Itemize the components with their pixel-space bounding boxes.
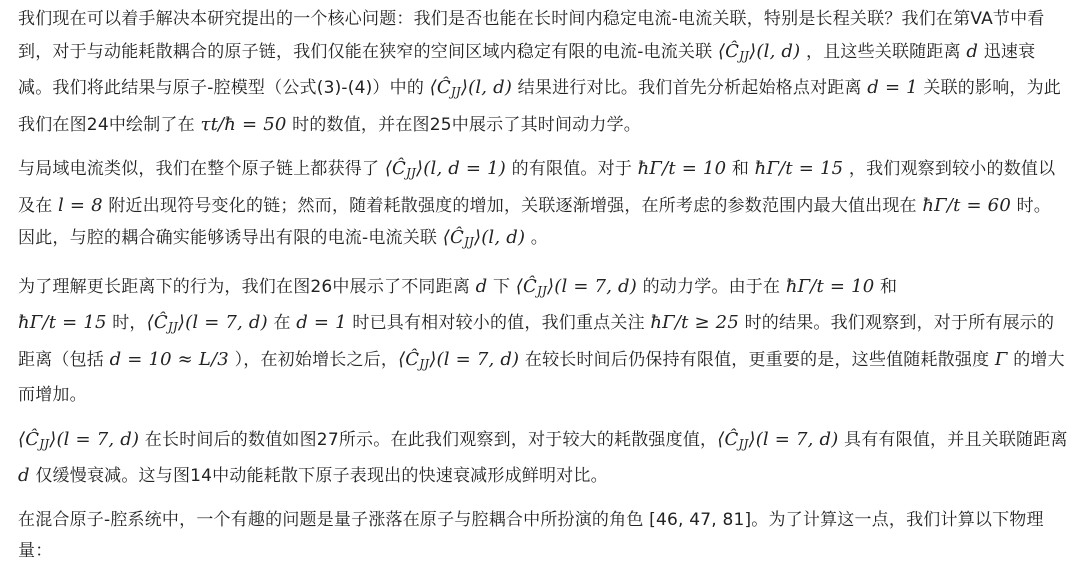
text-run: 与局域电流类似，我们在整个原子链上都获得了 [18,159,385,179]
text-run: 仅缓慢衰减。这与图14中动能耗散下原子表现出的快速衰减形成鲜明对比。 [29,466,608,486]
text-run: 为了理解更长距离下的行为，我们在图26中展示了不同距离 [18,276,476,297]
text-run: 。 [525,228,548,248]
document-body [18,0,1068,580]
math-subscript: JJ [738,436,749,451]
text-run: 具有有限值，并且关联随距离 [838,429,1068,450]
math-expression: Γ [994,348,1008,370]
text-run: 在混合原子-腔系统中，一个有趣的问题是量子涨落在原子与腔耦合中所扮演的角色 [46, 47, 81]。为了计算这一点，我们计算以下物理量： [18,509,1044,561]
math-subscript: JJ [739,48,750,63]
math-subscript: JJ [406,166,417,180]
math-expression: ħΓ/t = 10 [785,275,875,297]
math-expression: d = 10 ≈ L/3 [109,348,229,370]
math-subscript: JJ [39,436,50,451]
math-subscript: JJ [167,320,178,334]
text-run: 附近出现符号变化的链；然而，随着耗散强度的增加，关联逐渐增强，在所考虑的参数范围内最大值出现在 [102,195,923,216]
math-subscript: JJ [419,356,430,371]
text-run: 关联的影响，为此我们在图24中绘制了在 [18,78,1062,135]
text-run: 的增大而增加。 [18,349,1065,405]
math-expression: $⟨Ĉ_{JJ}⟩(l = 7$, d) [398,348,520,371]
math-expression: τt/ħ = 50 [200,113,287,135]
math-expression: $⟨Ĉ_{JJ}⟩(l$, d) [717,40,801,63]
text-run: 时的数值，并在图25中展示了其时间动力学。 [286,114,641,135]
text-run: 时已具有相对较小的值，我们重点关注 [346,313,651,333]
math-expression: d [475,275,488,297]
text-run: 时。因此，与腔的耦合确实能够诱导出有限的电流-电流关联 [18,195,1051,248]
text-run: 和 [874,276,898,297]
paragraph-4 [18,424,1068,493]
math-expression: ħΓ/t = 10 [637,158,727,179]
text-run: 时， [106,313,147,333]
math-subscript: JJ [450,85,461,99]
paragraph-2 [18,153,1068,259]
math-expression: ħΓ/t = 15 [18,312,107,333]
paragraph-3 [18,271,1068,412]
paragraph-5 [18,505,1068,568]
text-run: 的动力学。由于在 [637,276,786,297]
math-expression: $⟨Ĉ_{JJ}⟩(l = 7$, d) [146,312,268,334]
math-expression: $⟨Ĉ_{JJ}⟩(l$, d) [442,227,526,249]
paragraph-1 [18,4,1068,141]
text-run: ，我们观察到较小的数值以及在 [18,159,1056,216]
math-expression: ħΓ/t = 15 [754,158,844,179]
text-run: 的有限值。对于 [506,159,638,179]
text-run: 下 [487,276,516,297]
math-expression: d [966,40,979,62]
text-run: 在 [267,313,297,333]
text-run: 时的结果。我们观察到，对于所有展示的距离（包括 [18,313,1055,370]
math-expression: $⟨Ĉ_{JJ}⟩(l$, d = 1) [384,158,507,180]
math-expression: d = 1 [296,312,347,333]
math-expression: d [18,465,30,486]
text-run: 迅速衰减。我们将此结果与原子-腔模型（公式(3)-(4)）中的 [18,41,1036,98]
math-expression: $⟨Ĉ_{JJ}⟩(l = 7$, d) [717,428,839,451]
text-run: 结果进行对比。我们首先分析起始格点对距离 [512,78,868,98]
text-run: 和 [726,159,755,179]
text-run: 在长时间后的数值如图27所示。在此我们观察到，对于较大的耗散强度值， [139,429,718,450]
math-expression: ħΓ/t ≥ 25 [650,312,739,333]
math-expression: ħΓ/t = 60 [922,194,1011,216]
text-run: ，且这些关联随距离 [800,41,967,62]
math-expression: $⟨Ĉ_{JJ}⟩(l = 7$, d) [18,428,140,451]
text-run: 在较长时间后仍保持有限值，更重要的是，这些值随耗散强度 [519,349,995,370]
text-run: 我们现在可以着手解决本研究提出的一个核心问题：我们是否也能在长时间内稳定电流-电流关联，特别是长程关联？我们在第VA节中看到，对于与动能耗散耦合的原子链，我们仅能在狭窄的空间区域内稳定有限的电流-电流关联 [18,9,1045,62]
math-expression: $⟨Ĉ_{JJ}⟩(l$, d) [429,77,513,99]
math-expression: $⟨Ĉ_{JJ}⟩(l = 7$, d) [515,275,637,298]
math-subscript: JJ [463,235,474,249]
math-expression: l = 8 [58,194,103,216]
math-expression: d = 1 [867,77,918,98]
text-run: ），在初始增长之后， [228,349,399,370]
math-subscript: JJ [537,283,548,298]
